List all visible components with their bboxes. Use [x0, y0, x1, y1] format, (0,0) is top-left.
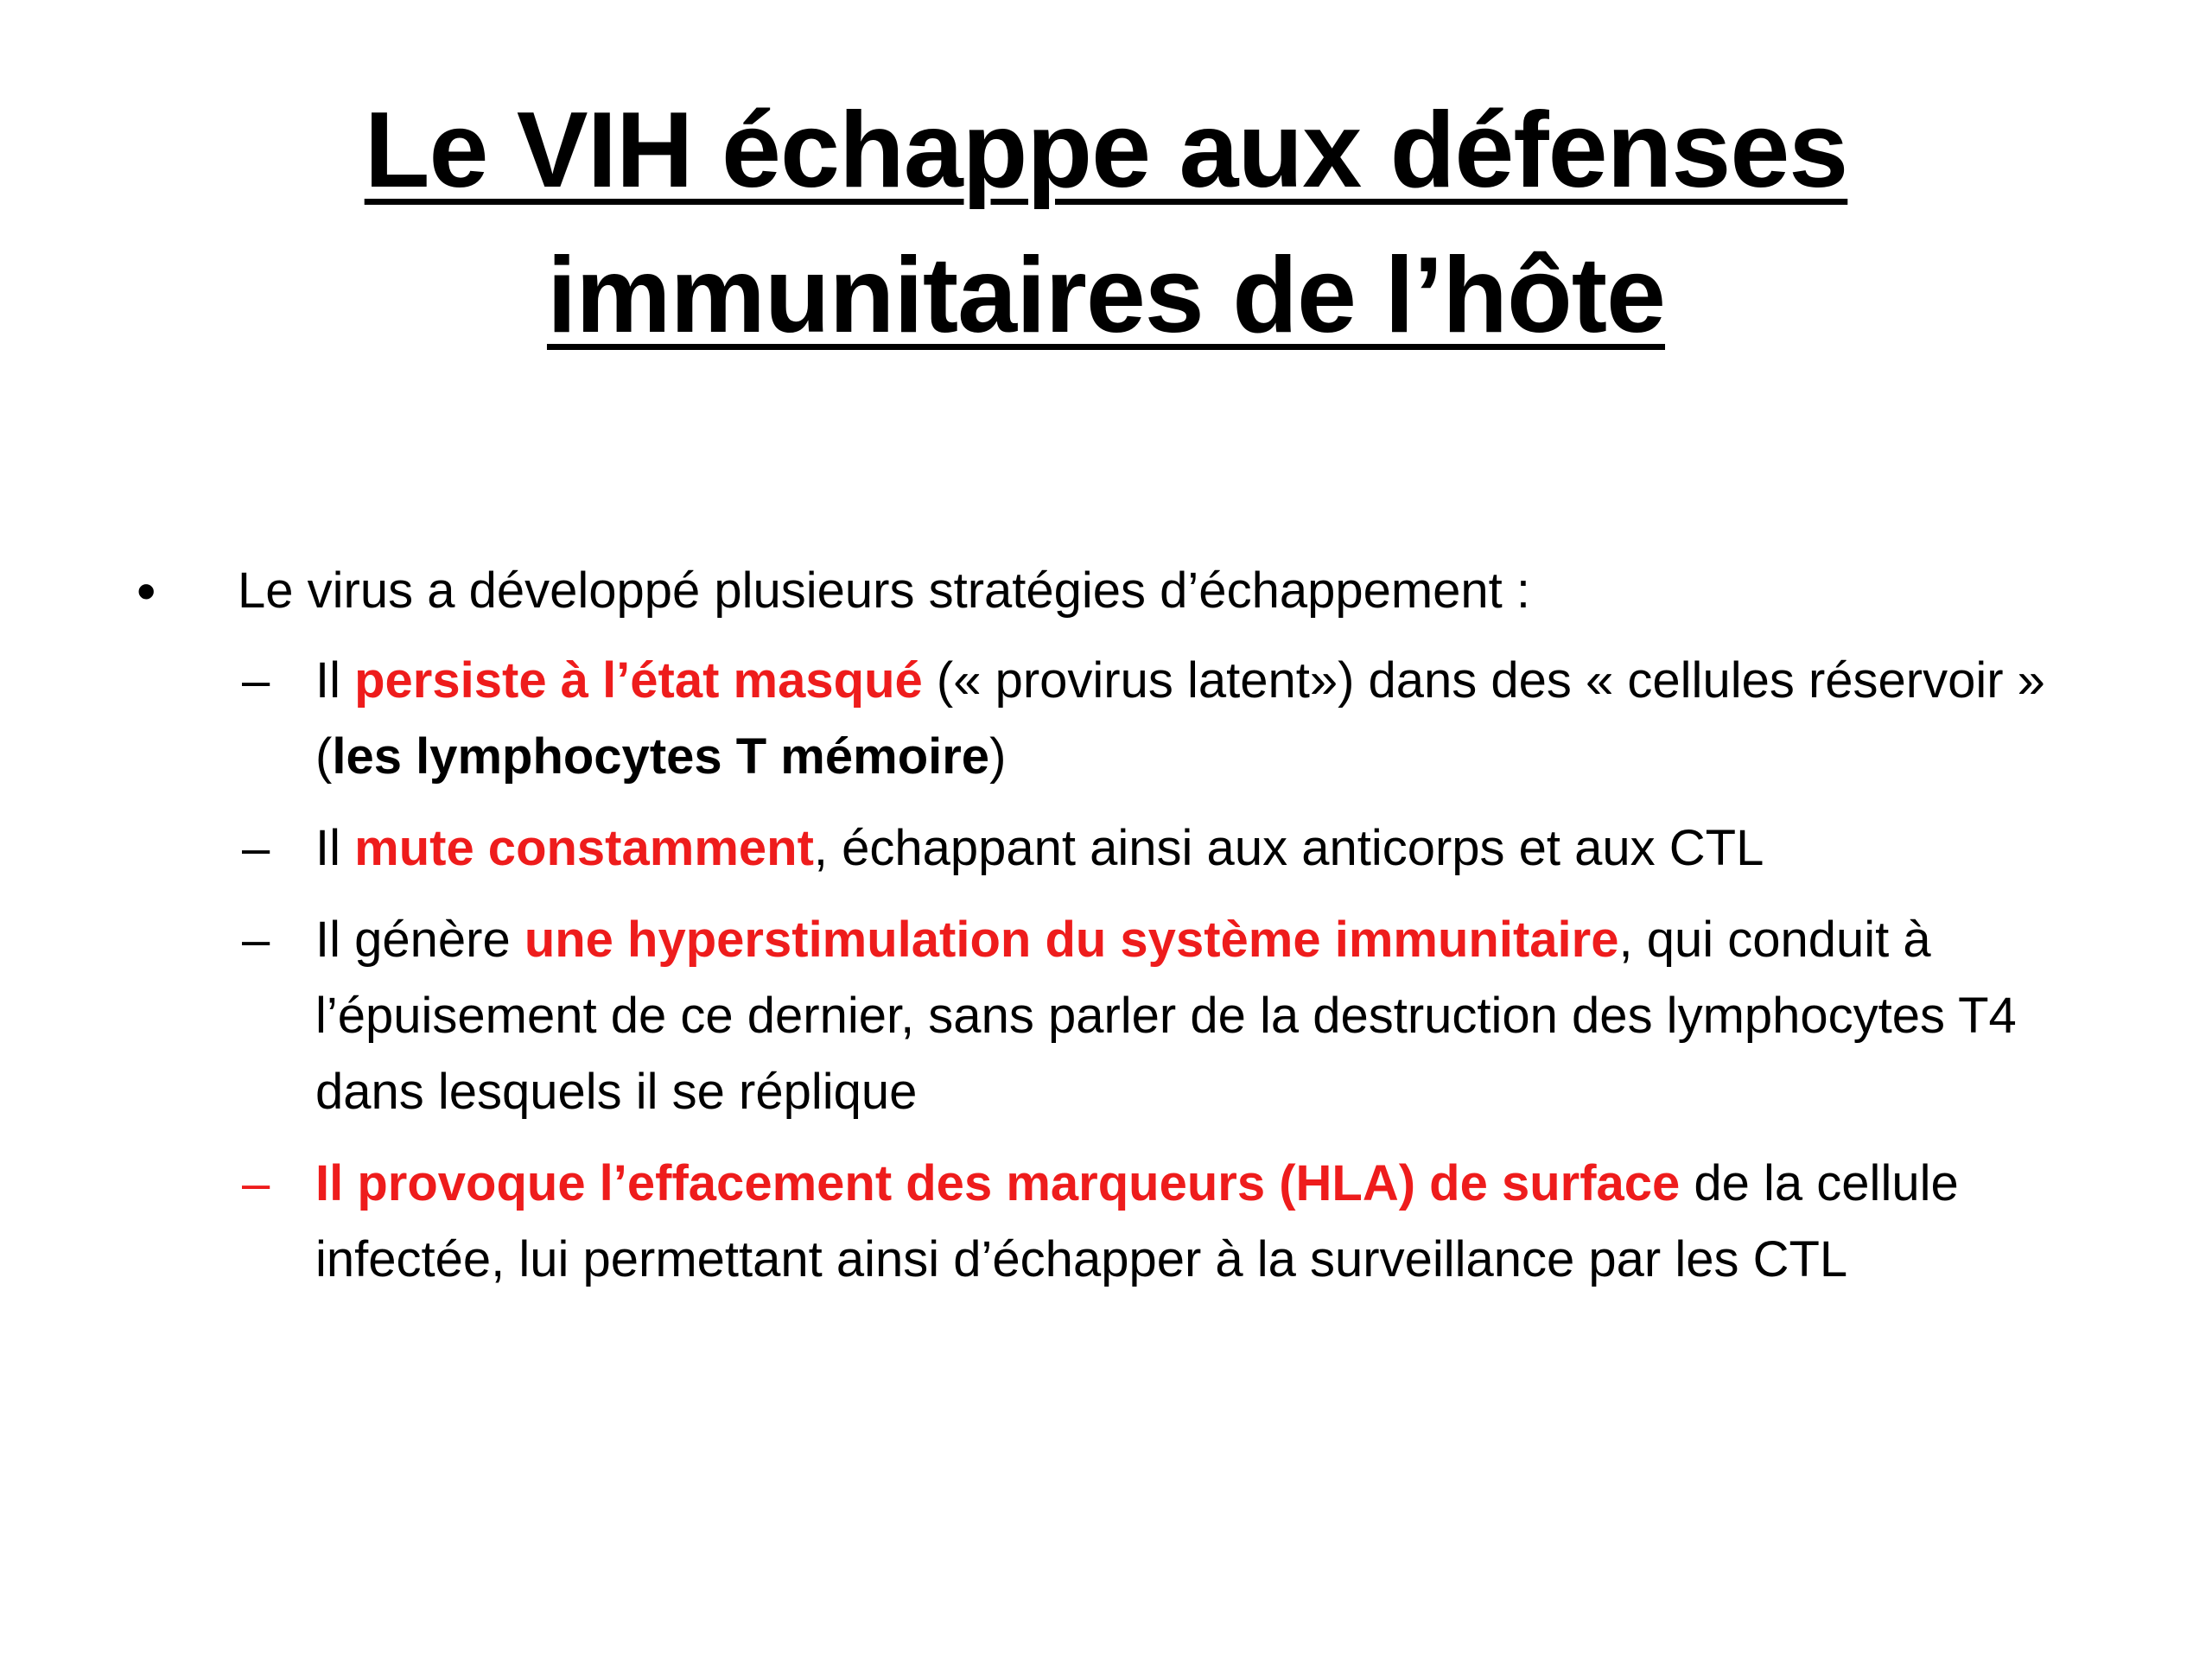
- sub-item-highlight: une hyperstimulation du système immunitaire: [524, 912, 1619, 968]
- dash-marker: –: [242, 1155, 270, 1211]
- sub-item-pre: Il génère: [315, 912, 524, 968]
- sub-item-highlight: persiste à l’état masqué: [354, 652, 923, 709]
- sub-item-post: de la cellule infectée, lui permettant ainsi d’échapper à la surveillance par les CTL: [315, 1155, 1959, 1287]
- title-line-2: immunitaires de l’hôte: [546, 236, 1666, 355]
- sub-item-highlight: Il provoque l’effacement des marqueurs (HLA) de surface: [315, 1155, 1681, 1211]
- sub-item-bold: les lymphocytes T mémoire: [332, 728, 990, 785]
- sub-item-persist: [130, 643, 2117, 795]
- title-line-1: Le VIH échappe aux défenses: [364, 91, 1848, 210]
- sub-item-highlight: mute constamment: [354, 820, 814, 876]
- bullet-item: [130, 553, 2117, 629]
- sub-item-pre: Il: [315, 652, 355, 709]
- slide-body: [130, 553, 2117, 1313]
- sub-item-post: , qui conduit à l’épuisement de ce dernier, sans parler de la destruction des lymphocytes T4 dans lesquels il se réplique: [315, 912, 2017, 1120]
- bullet-marker: •: [137, 560, 156, 622]
- sub-item-mutate: [130, 810, 2117, 887]
- dash-marker: –: [242, 820, 270, 876]
- dash-marker: –: [242, 912, 270, 968]
- sub-item-pre: Il: [315, 820, 355, 876]
- bullet-text: Le virus a développé plusieurs stratégies d’échappement :: [238, 563, 1531, 619]
- sub-item-mid: (« provirus latent») dans des « cellules réservoir » (: [315, 652, 2045, 785]
- sub-item-hyperstimulation: [130, 902, 2117, 1130]
- slide-title: [156, 78, 2056, 368]
- sub-item-post: , échappant ainsi aux anticorps et aux CTL: [813, 820, 1764, 876]
- sub-item-hla: [130, 1146, 2117, 1298]
- dash-marker: –: [242, 652, 270, 709]
- sub-item-post: ): [989, 728, 1007, 785]
